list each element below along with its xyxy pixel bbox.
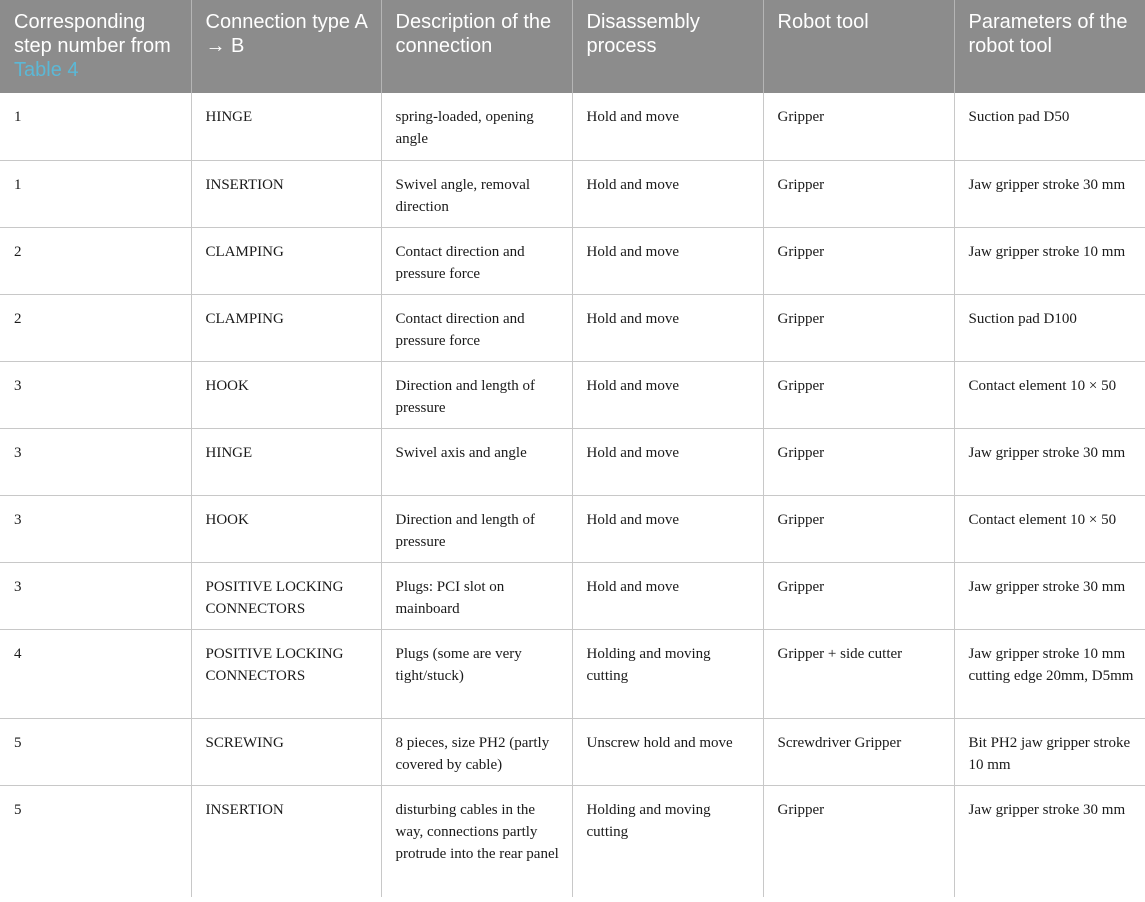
- cell-connection-type: HOOK: [191, 495, 381, 562]
- cell-step: 3: [0, 495, 191, 562]
- cell-step: 1: [0, 93, 191, 160]
- cell-process: Hold and move: [572, 227, 763, 294]
- cell-tool: Gripper: [763, 495, 954, 562]
- cell-params: Bit PH2 jaw gripper stroke 10 mm: [954, 718, 1145, 785]
- header-step-number-label: Corresponding step number from: [14, 11, 171, 57]
- cell-description: spring-loaded, opening angle: [381, 93, 572, 160]
- table-row: [0, 160, 1145, 227]
- cell-params: Jaw gripper stroke 30 mm: [954, 428, 1145, 495]
- cell-step: 3: [0, 361, 191, 428]
- cell-step: 5: [0, 718, 191, 785]
- cell-process: Hold and move: [572, 93, 763, 160]
- cell-description: Plugs: PCI slot on mainboard: [381, 562, 572, 629]
- cell-tool: Gripper: [763, 785, 954, 897]
- cell-description: Swivel axis and angle: [381, 428, 572, 495]
- cell-description: Contact direction and pressure force: [381, 227, 572, 294]
- cell-process: Hold and move: [572, 160, 763, 227]
- table-row: [0, 718, 1145, 785]
- header-disassembly-process: Disassembly process: [572, 0, 763, 93]
- table-row: [0, 629, 1145, 718]
- cell-tool: Gripper: [763, 294, 954, 361]
- cell-tool: Gripper + side cutter: [763, 629, 954, 718]
- header-description: Description of the connection: [381, 0, 572, 93]
- cell-process: Holding and moving cutting: [572, 785, 763, 897]
- table-header: [0, 0, 1145, 93]
- cell-tool: Screwdriver Gripper: [763, 718, 954, 785]
- cell-connection-type: CLAMPING: [191, 294, 381, 361]
- table-body: [0, 93, 1145, 897]
- cell-step: 2: [0, 294, 191, 361]
- cell-process: Unscrew hold and move: [572, 718, 763, 785]
- table-row: [0, 495, 1145, 562]
- cell-params: Jaw gripper stroke 30 mm: [954, 160, 1145, 227]
- cell-step: 5: [0, 785, 191, 897]
- cell-description: Contact direction and pressure force: [381, 294, 572, 361]
- cell-process: Holding and moving cutting: [572, 629, 763, 718]
- cell-params: Suction pad D50: [954, 93, 1145, 160]
- table-row: [0, 562, 1145, 629]
- cell-tool: Gripper: [763, 227, 954, 294]
- cell-step: 4: [0, 629, 191, 718]
- cell-step: 3: [0, 562, 191, 629]
- table-row: [0, 294, 1145, 361]
- cell-connection-type: SCREWING: [191, 718, 381, 785]
- cell-process: Hold and move: [572, 361, 763, 428]
- cell-connection-type: POSITIVE LOCKING CONNECTORS: [191, 562, 381, 629]
- cell-description: Direction and length of pressure: [381, 495, 572, 562]
- cell-tool: Gripper: [763, 428, 954, 495]
- cell-tool: Gripper: [763, 93, 954, 160]
- cell-tool: Gripper: [763, 160, 954, 227]
- table-row: [0, 361, 1145, 428]
- cell-description: disturbing cables in the way, connections partly protrude into the rear panel: [381, 785, 572, 897]
- cell-step: 2: [0, 227, 191, 294]
- cell-params: Jaw gripper stroke 30 mm: [954, 562, 1145, 629]
- cell-params: Jaw gripper stroke 10 mm: [954, 227, 1145, 294]
- cell-tool: Gripper: [763, 361, 954, 428]
- cell-params: Suction pad D100: [954, 294, 1145, 361]
- cell-connection-type: HINGE: [191, 93, 381, 160]
- cell-params: Jaw gripper stroke 10 mm cutting edge 20mm, D5mm: [954, 629, 1145, 718]
- cell-connection-type: POSITIVE LOCKING CONNECTORS: [191, 629, 381, 718]
- cell-process: Hold and move: [572, 428, 763, 495]
- cell-connection-type: INSERTION: [191, 785, 381, 897]
- cell-description: Direction and length of pressure: [381, 361, 572, 428]
- cell-description: 8 pieces, size PH2 (partly covered by cable): [381, 718, 572, 785]
- cell-description: Plugs (some are very tight/stuck): [381, 629, 572, 718]
- cell-params: Contact element 10 × 50: [954, 495, 1145, 562]
- header-tool-parameters: Parameters of the robot tool: [954, 0, 1145, 93]
- cell-process: Hold and move: [572, 495, 763, 562]
- cell-step: 1: [0, 160, 191, 227]
- cell-step: 3: [0, 428, 191, 495]
- table-row: [0, 785, 1145, 897]
- header-step-number: [0, 0, 191, 93]
- header-row: [0, 0, 1145, 93]
- cell-connection-type: HOOK: [191, 361, 381, 428]
- cell-params: Jaw gripper stroke 30 mm: [968, 801, 1126, 818]
- cell-process: Hold and move: [572, 294, 763, 361]
- cell-connection-type: HINGE: [191, 428, 381, 495]
- cell-description: Swivel angle, removal direction: [381, 160, 572, 227]
- cell-process: Hold and move: [572, 562, 763, 629]
- table-row: [0, 428, 1145, 495]
- cell-tool: Gripper: [763, 562, 954, 629]
- table-row: [0, 227, 1145, 294]
- cell-params: Contact element 10 × 50: [954, 361, 1145, 428]
- cell-connection-type: CLAMPING: [191, 227, 381, 294]
- table-row: [0, 93, 1145, 160]
- header-connection-type: Connection type A → B: [191, 0, 381, 93]
- header-robot-tool: Robot tool: [763, 0, 954, 93]
- table-4-link[interactable]: Table 4: [14, 59, 79, 81]
- cell-connection-type: INSERTION: [191, 160, 381, 227]
